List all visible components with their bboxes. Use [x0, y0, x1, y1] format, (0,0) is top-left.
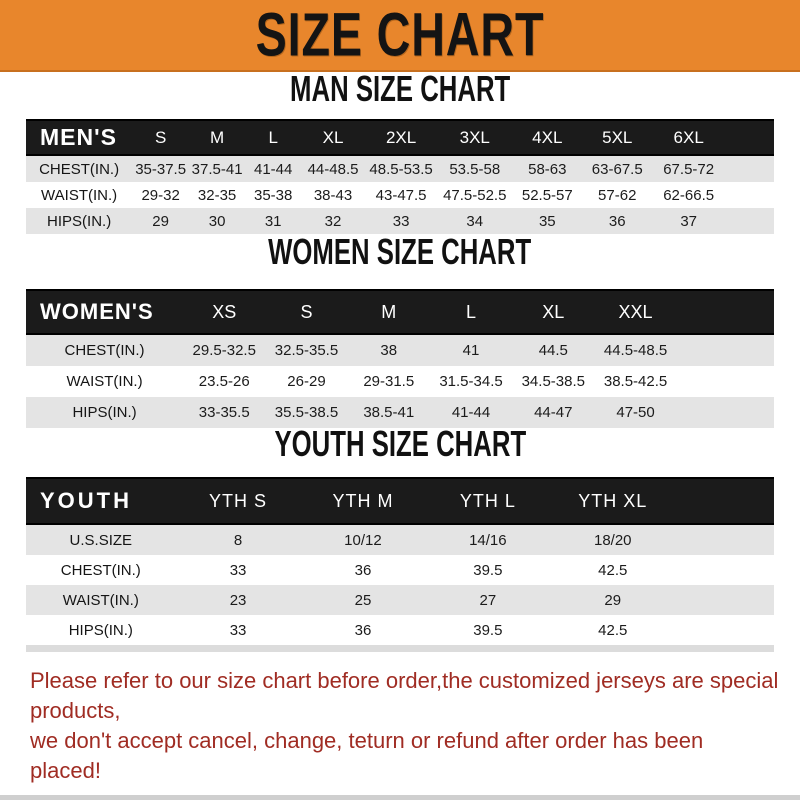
women-section-heading [0, 231, 800, 272]
men-header-row [26, 120, 774, 155]
size-cell: 52.5-57 [512, 182, 582, 208]
size-cell: 8 [176, 524, 301, 555]
men-size-header: 6XL [652, 120, 725, 155]
men-waist-row [26, 182, 774, 208]
men-section-heading [0, 68, 800, 109]
size-cell: 37.5-41 [189, 155, 245, 182]
size-cell: 38 [348, 334, 430, 366]
youth-chest-row [26, 555, 774, 585]
spacer-cell [677, 290, 774, 334]
men-size-header: S [132, 120, 189, 155]
men-size-header: 2XL [365, 120, 438, 155]
spacer-cell [677, 366, 774, 397]
women-header-row [26, 290, 774, 334]
women-size-header: L [430, 290, 512, 334]
size-cell: 23.5-26 [183, 366, 265, 397]
size-cell: 18/20 [550, 524, 675, 555]
size-cell: 39.5 [425, 555, 550, 585]
size-cell: 31 [245, 208, 301, 234]
women-heading-text: WOMEN SIZE CHART [268, 231, 532, 272]
size-cell: 27 [425, 585, 550, 615]
men-size-header: L [245, 120, 301, 155]
size-cell: 32 [301, 208, 365, 234]
size-cell: 36 [582, 208, 652, 234]
spacer-cell [675, 555, 774, 585]
size-cell: 44-47 [512, 397, 594, 428]
size-cell: 33 [176, 615, 301, 645]
men-size-table [26, 119, 774, 234]
men-size-header: M [189, 120, 245, 155]
size-chart-banner [0, 0, 800, 72]
men-size-header: XL [301, 120, 365, 155]
youth-section-heading [0, 423, 800, 464]
size-cell: 42.5 [550, 615, 675, 645]
size-cell: 44.5 [512, 334, 594, 366]
youth-corner-label: YOUTH [26, 478, 176, 524]
men-table-container [0, 119, 800, 234]
spacer-cell [725, 182, 774, 208]
youth-table-bottom-strip [26, 645, 774, 652]
row-label: HIPS(IN.) [26, 208, 132, 234]
size-cell: 63-67.5 [582, 155, 652, 182]
size-cell: 35-38 [245, 182, 301, 208]
women-size-header: M [348, 290, 430, 334]
women-table-container [0, 289, 800, 428]
size-cell: 33 [365, 208, 438, 234]
disclaimer-line-2: we don't accept cancel, change, teturn or refund after order has been placed! [30, 728, 704, 783]
size-cell: 38.5-42.5 [594, 366, 676, 397]
size-cell: 41 [430, 334, 512, 366]
size-cell: 38.5-41 [348, 397, 430, 428]
women-size-table [26, 289, 774, 428]
youth-size-header: YTH XL [550, 478, 675, 524]
youth-size-header: YTH M [301, 478, 426, 524]
youth-hips-row [26, 615, 774, 645]
size-cell: 41-44 [245, 155, 301, 182]
size-cell: 10/12 [301, 524, 426, 555]
women-waist-row [26, 366, 774, 397]
size-cell: 23 [176, 585, 301, 615]
women-size-header: XS [183, 290, 265, 334]
disclaimer-line-1: Please refer to our size chart before order,the customized jerseys are special products, [30, 668, 779, 723]
size-cell: 42.5 [550, 555, 675, 585]
size-cell: 26-29 [265, 366, 347, 397]
size-cell: 29-32 [132, 182, 189, 208]
size-cell: 43-47.5 [365, 182, 438, 208]
size-cell: 34 [437, 208, 512, 234]
size-cell: 25 [301, 585, 426, 615]
row-label: HIPS(IN.) [26, 397, 183, 428]
size-cell: 58-63 [512, 155, 582, 182]
size-cell: 33-35.5 [183, 397, 265, 428]
men-chest-row [26, 155, 774, 182]
size-cell: 35.5-38.5 [265, 397, 347, 428]
size-cell: 29 [132, 208, 189, 234]
size-cell: 31.5-34.5 [430, 366, 512, 397]
spacer-cell [677, 397, 774, 428]
size-cell: 34.5-38.5 [512, 366, 594, 397]
spacer-cell [675, 615, 774, 645]
size-cell: 32.5-35.5 [265, 334, 347, 366]
women-size-header: XXL [594, 290, 676, 334]
size-cell: 29-31.5 [348, 366, 430, 397]
women-chest-row [26, 334, 774, 366]
size-cell: 47-50 [594, 397, 676, 428]
bottom-edge-strip [0, 795, 800, 800]
row-label: WAIST(IN.) [26, 182, 132, 208]
youth-header-row [26, 478, 774, 524]
women-size-header: S [265, 290, 347, 334]
youth-size-header: YTH S [176, 478, 301, 524]
row-label: CHEST(IN.) [26, 555, 176, 585]
size-cell: 44.5-48.5 [594, 334, 676, 366]
youth-table-container [0, 477, 800, 652]
women-size-header: XL [512, 290, 594, 334]
spacer-cell [725, 208, 774, 234]
women-corner-label: WOMEN'S [26, 290, 183, 334]
youth-waist-row [26, 585, 774, 615]
size-cell: 44-48.5 [301, 155, 365, 182]
size-cell: 47.5-52.5 [437, 182, 512, 208]
spacer-cell [675, 478, 774, 524]
size-cell: 35 [512, 208, 582, 234]
spacer-cell [675, 524, 774, 555]
row-label: WAIST(IN.) [26, 366, 183, 397]
men-hips-row [26, 208, 774, 234]
youth-ussize-row [26, 524, 774, 555]
spacer-cell [677, 334, 774, 366]
banner-title: SIZE CHART [255, 0, 545, 70]
row-label: CHEST(IN.) [26, 334, 183, 366]
size-cell: 35-37.5 [132, 155, 189, 182]
size-cell: 36 [301, 555, 426, 585]
disclaimer-note [0, 666, 800, 786]
size-cell: 33 [176, 555, 301, 585]
size-cell: 62-66.5 [652, 182, 725, 208]
men-corner-label: MEN'S [26, 120, 132, 155]
size-cell: 37 [652, 208, 725, 234]
youth-size-table [26, 477, 774, 645]
size-cell: 39.5 [425, 615, 550, 645]
men-size-header: 5XL [582, 120, 652, 155]
size-cell: 14/16 [425, 524, 550, 555]
men-size-header: 3XL [437, 120, 512, 155]
size-cell: 57-62 [582, 182, 652, 208]
youth-heading-text: YOUTH SIZE CHART [274, 423, 526, 464]
row-label: U.S.SIZE [26, 524, 176, 555]
size-cell: 38-43 [301, 182, 365, 208]
youth-size-header: YTH L [425, 478, 550, 524]
size-cell: 32-35 [189, 182, 245, 208]
row-label: CHEST(IN.) [26, 155, 132, 182]
spacer-cell [725, 155, 774, 182]
spacer-cell [675, 585, 774, 615]
size-cell: 53.5-58 [437, 155, 512, 182]
size-cell: 29 [550, 585, 675, 615]
men-size-header: 4XL [512, 120, 582, 155]
spacer-cell [725, 120, 774, 155]
row-label: WAIST(IN.) [26, 585, 176, 615]
men-heading-text: MAN SIZE CHART [289, 68, 511, 109]
size-cell: 30 [189, 208, 245, 234]
size-cell: 41-44 [430, 397, 512, 428]
size-cell: 67.5-72 [652, 155, 725, 182]
size-cell: 29.5-32.5 [183, 334, 265, 366]
row-label: HIPS(IN.) [26, 615, 176, 645]
size-cell: 48.5-53.5 [365, 155, 438, 182]
size-cell: 36 [301, 615, 426, 645]
